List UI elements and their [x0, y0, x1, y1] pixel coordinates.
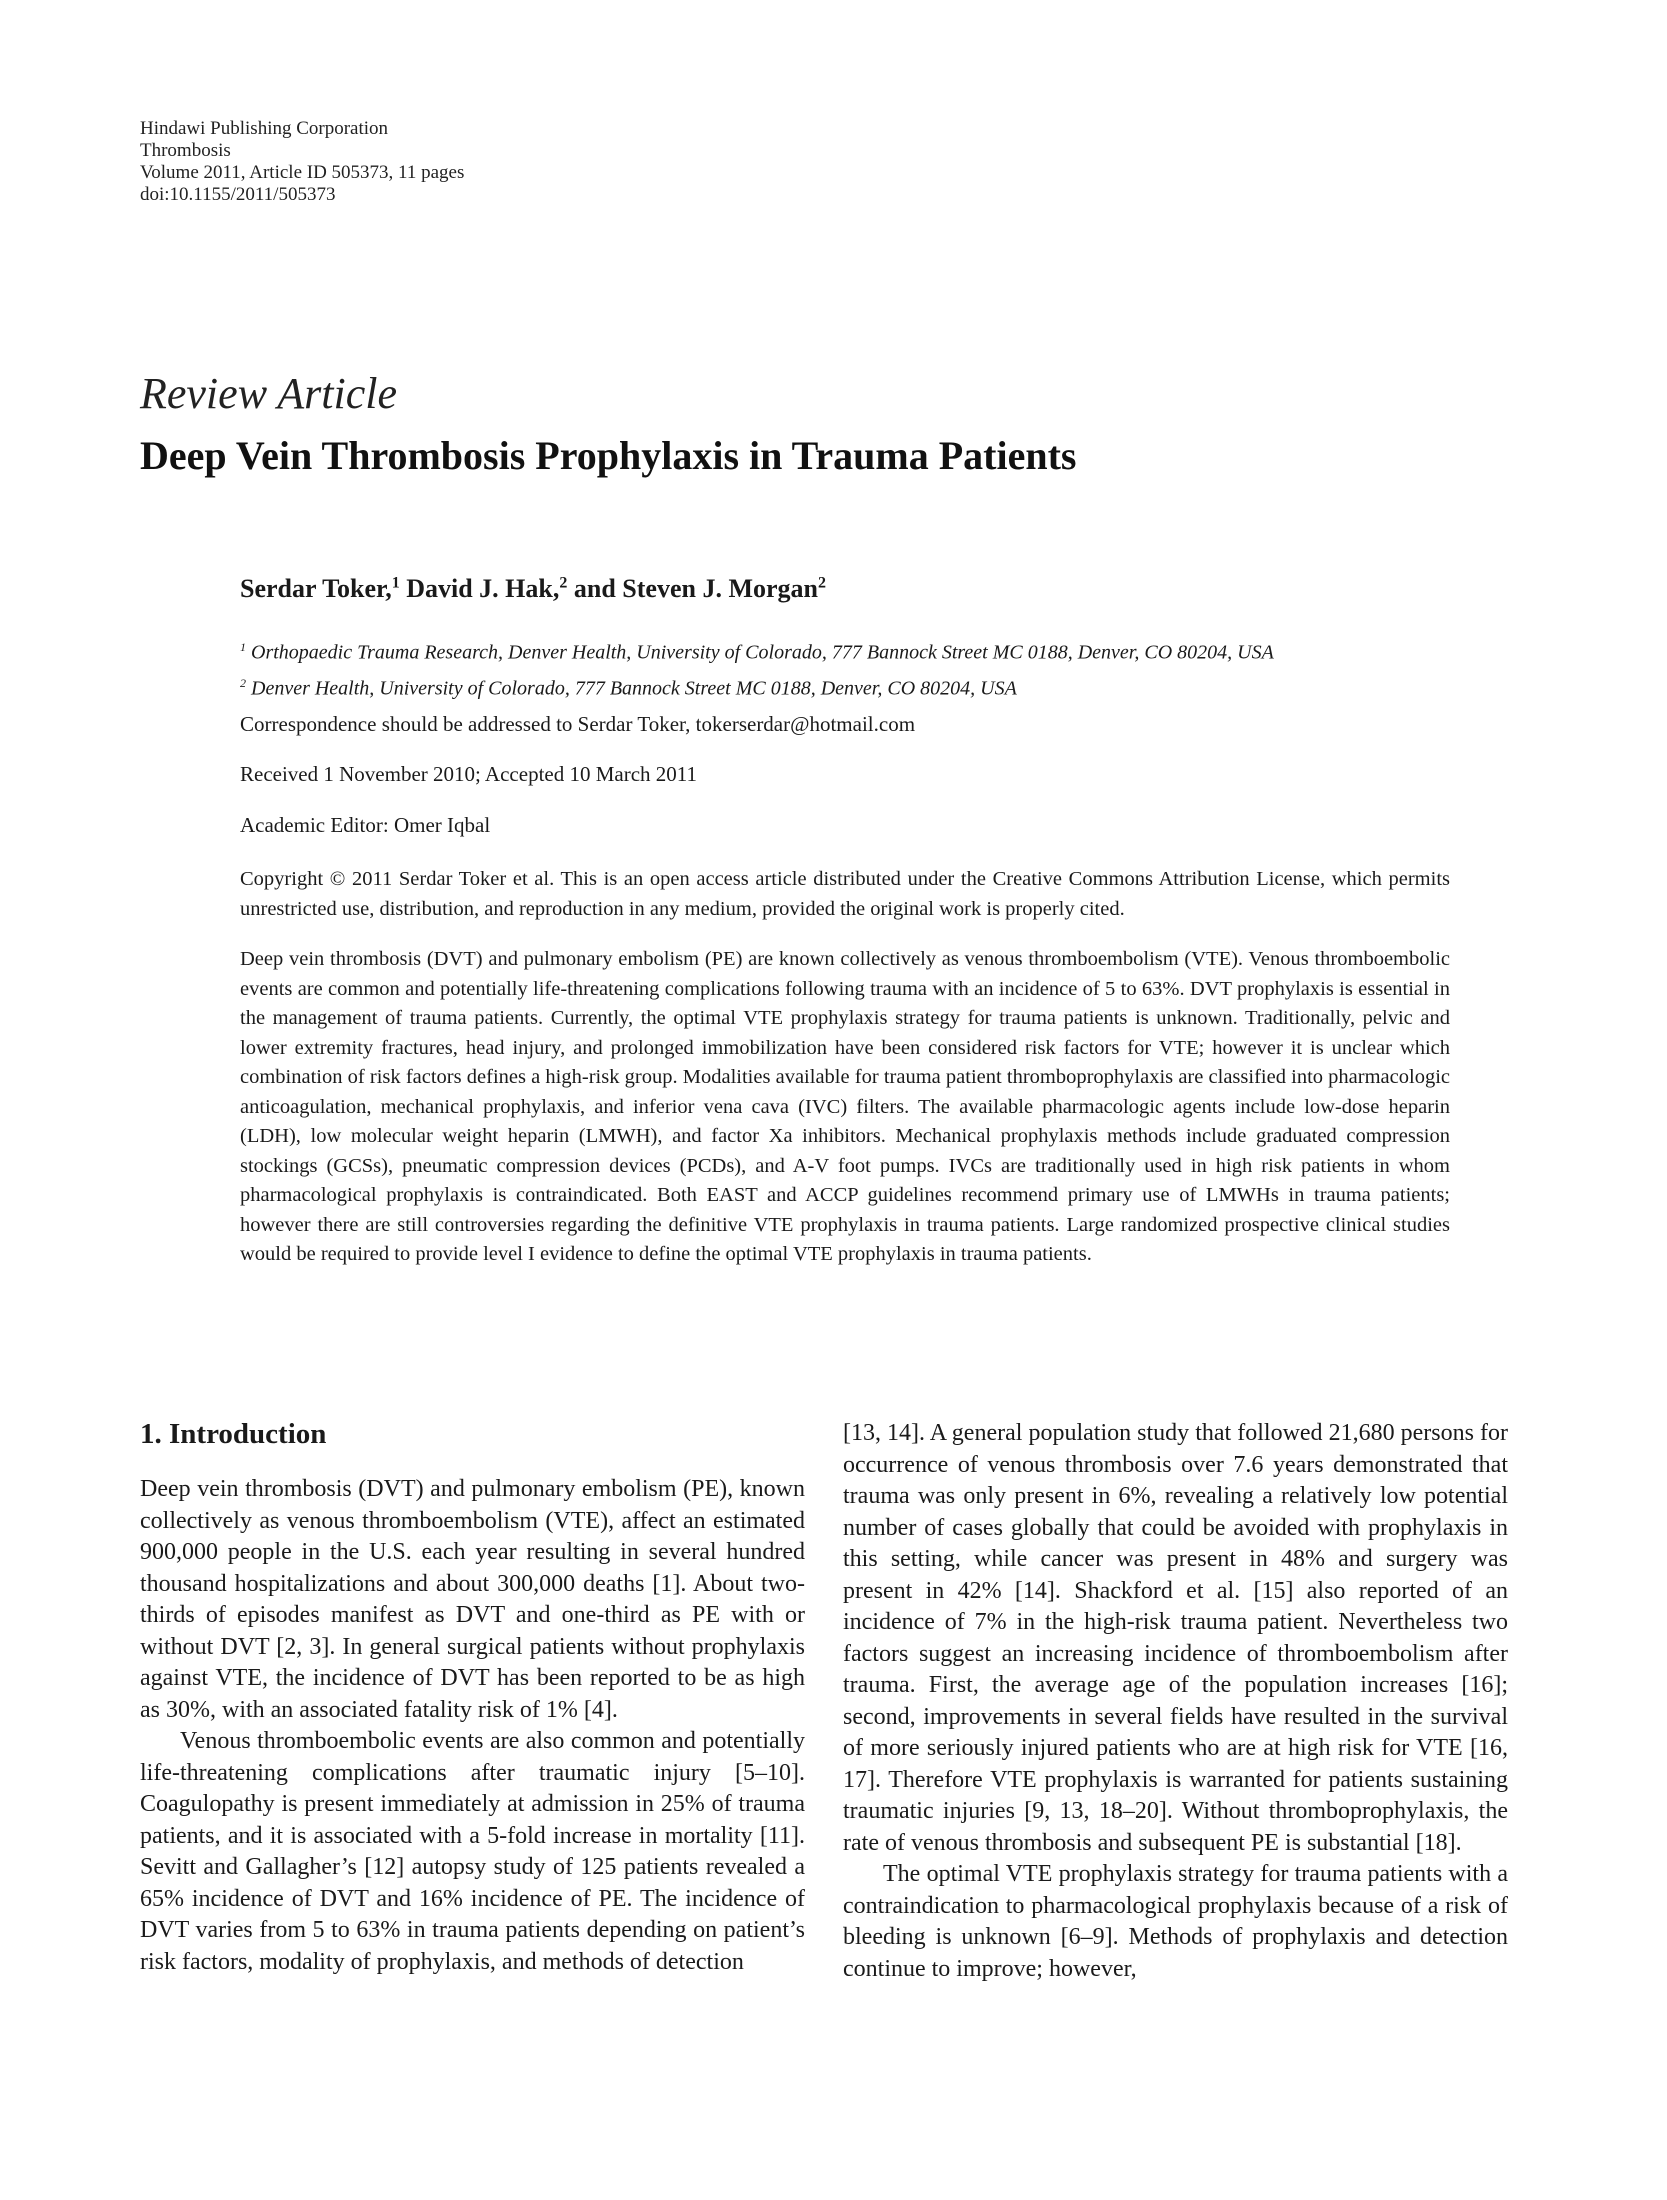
article-type: Review Article — [140, 369, 397, 418]
author-affiliation-mark: 1 — [391, 574, 400, 592]
author-name: and Steven J. Morgan — [573, 574, 818, 603]
right-column — [843, 1418, 1508, 1985]
article-title: Deep Vein Thrombosis Prophylaxis in Trauma Patients — [140, 433, 1077, 478]
paragraph: [13, 14]. A general population study that followed 21,680 persons for occurrence of venous thrombosis over 7.6 years demonstrated that trauma was only present in 6%, revealing a relatively low potential number of cases globally that could be avoided with prophylaxis in this setting, while cancer was present in 48% and surgery was present in 42% [14]. Shackford et al. [15] also reported of an incidence of 7% in the high-risk trauma patient. Nevertheless two factors suggest an increasing incidence of thromboembolism after trauma. First, the average age of the population increases [16]; second, improvements in several fields have resulted in the survival of more seriously injured patients who are at high risk for VTE [16, 17]. Therefore VTE prophylaxis is warranted for patients sustaining traumatic injuries [9, 13, 18–20]. Without thromboprophylaxis, the rate of venous thrombosis and subsequent PE is substantial [18]. — [843, 1420, 1508, 1856]
affiliation-mark: 1 — [240, 640, 246, 654]
abstract: Deep vein thrombosis (DVT) and pulmonary embolism (PE) are known collectively as venous thromboembolism (VTE). Venous thromboembolic events are common and potentially life-threatening complications following trauma with an incidence of 5 to 63%. DVT prophylaxis is essential in the management of trauma patients. Currently, the optimal VTE prophylaxis strategy for trauma patients is unknown. Traditionally, pelvic and lower extremity fractures, head injury, and prolonged immobilization have been considered risk factors for VTE; however it is unclear which combination of risk factors defines a high-risk group. Modalities available for trauma patient thromboprophylaxis are classified into pharmacologic anticoagulation, mechanical prophylaxis, and inferior vena cava (IVC) filters. The available pharmacologic agents include low-dose heparin (LDH), low molecular weight heparin (LMWH), and factor Xa inhibitors. Mechanical prophylaxis methods include graduated compression stockings (GCSs), pneumatic compression devices (PCDs), and A-V foot pumps. IVCs are traditionally used in high risk patients in whom pharmacological prophylaxis is contraindicated. Both EAST and ACCP guidelines recommend primary use of LMWHs in trauma patients; however there are still controversies regarding the definitive VTE prophylaxis in trauma patients. Large randomized prospective clinical studies would be required to provide level I evidence to define the optimal VTE prophylaxis in trauma patients. — [240, 948, 1450, 1265]
section-heading: 1. Introduction — [140, 1418, 327, 1450]
author-name: David J. Hak, — [406, 574, 560, 603]
journal-name: Thrombosis — [140, 140, 231, 161]
paragraph: Venous thromboembolic events are also common and potentially life-threatening complications after traumatic injury [5–10]. Coagulopathy is present immediately at admission in 25% of trauma patients, and it is associated with a 5-fold increase in mortality [11]. Sevitt and Gallagher’s [12] autopsy study of 125 patients revealed a 65% incidence of DVT and 16% incidence of PE. The incidence of DVT varies from 5 to 63% in trauma patients depending on patient’s risk factors, modality of prophylaxis, and methods of detection — [140, 1728, 805, 1975]
affiliation — [240, 632, 1274, 668]
affiliation-text: Denver Health, University of Colorado, 777 Bannock Street MC 0188, Denver, CO 80204, USA — [246, 677, 1017, 700]
correspondence: Correspondence should be addressed to Serdar Toker, tokerserdar@hotmail.com — [240, 712, 916, 736]
received-date: Received 1 November 2010; Accepted 10 March 2011 — [240, 762, 697, 786]
author-affiliation-mark: 2 — [818, 574, 826, 592]
affiliation — [240, 668, 1274, 704]
affiliation-mark: 2 — [240, 675, 246, 690]
copyright-notice: Copyright © 2011 Serdar Toker et al. This is an open access article distributed under the Creative Commons Attribution License, which permits unrestricted use, distribution, and reproduction in any medium, provided the original work is properly cited. — [240, 868, 1450, 920]
publisher: Hindawi Publishing Corporation — [140, 118, 389, 139]
affiliation-text: Orthopaedic Trauma Research, Denver Health, University of Colorado, 777 Bannock Street MC 0188, Denver, CO 80204, USA — [246, 641, 1274, 664]
paragraph: Deep vein thrombosis (DVT) and pulmonary embolism (PE), known collectively as venous thromboembolism (VTE), affect an estimated 900,000 people in the U.S. each year resulting in several hundred thousand hospitalizations and about 300,000 deaths [1]. About two-thirds of episodes manifest as DVT and one-third as PE with or without DVT [2, 3]. In general surgical patients without prophylaxis against VTE, the incidence of DVT has been reported to be as high as 30%, with an associated fatality risk of 1% [4]. — [140, 1476, 805, 1723]
left-column — [140, 1474, 805, 1978]
author-affiliation-mark: 2 — [559, 574, 568, 592]
volume-info: Volume 2011, Article ID 505373, 11 pages — [140, 162, 465, 183]
affiliations — [240, 632, 1274, 703]
author-list — [240, 574, 826, 604]
journal-info — [140, 118, 464, 206]
paragraph: The optimal VTE prophylaxis strategy for trauma patients with a contraindication to pharmacological prophylaxis because of a risk of bleeding is unknown [6–9]. Methods of prophylaxis and detection continue to improve; however, — [843, 1861, 1508, 1982]
doi: doi:10.1155/2011/505373 — [140, 184, 336, 205]
author-name: Serdar Toker, — [240, 574, 392, 603]
academic-editor: Academic Editor: Omer Iqbal — [240, 813, 491, 837]
